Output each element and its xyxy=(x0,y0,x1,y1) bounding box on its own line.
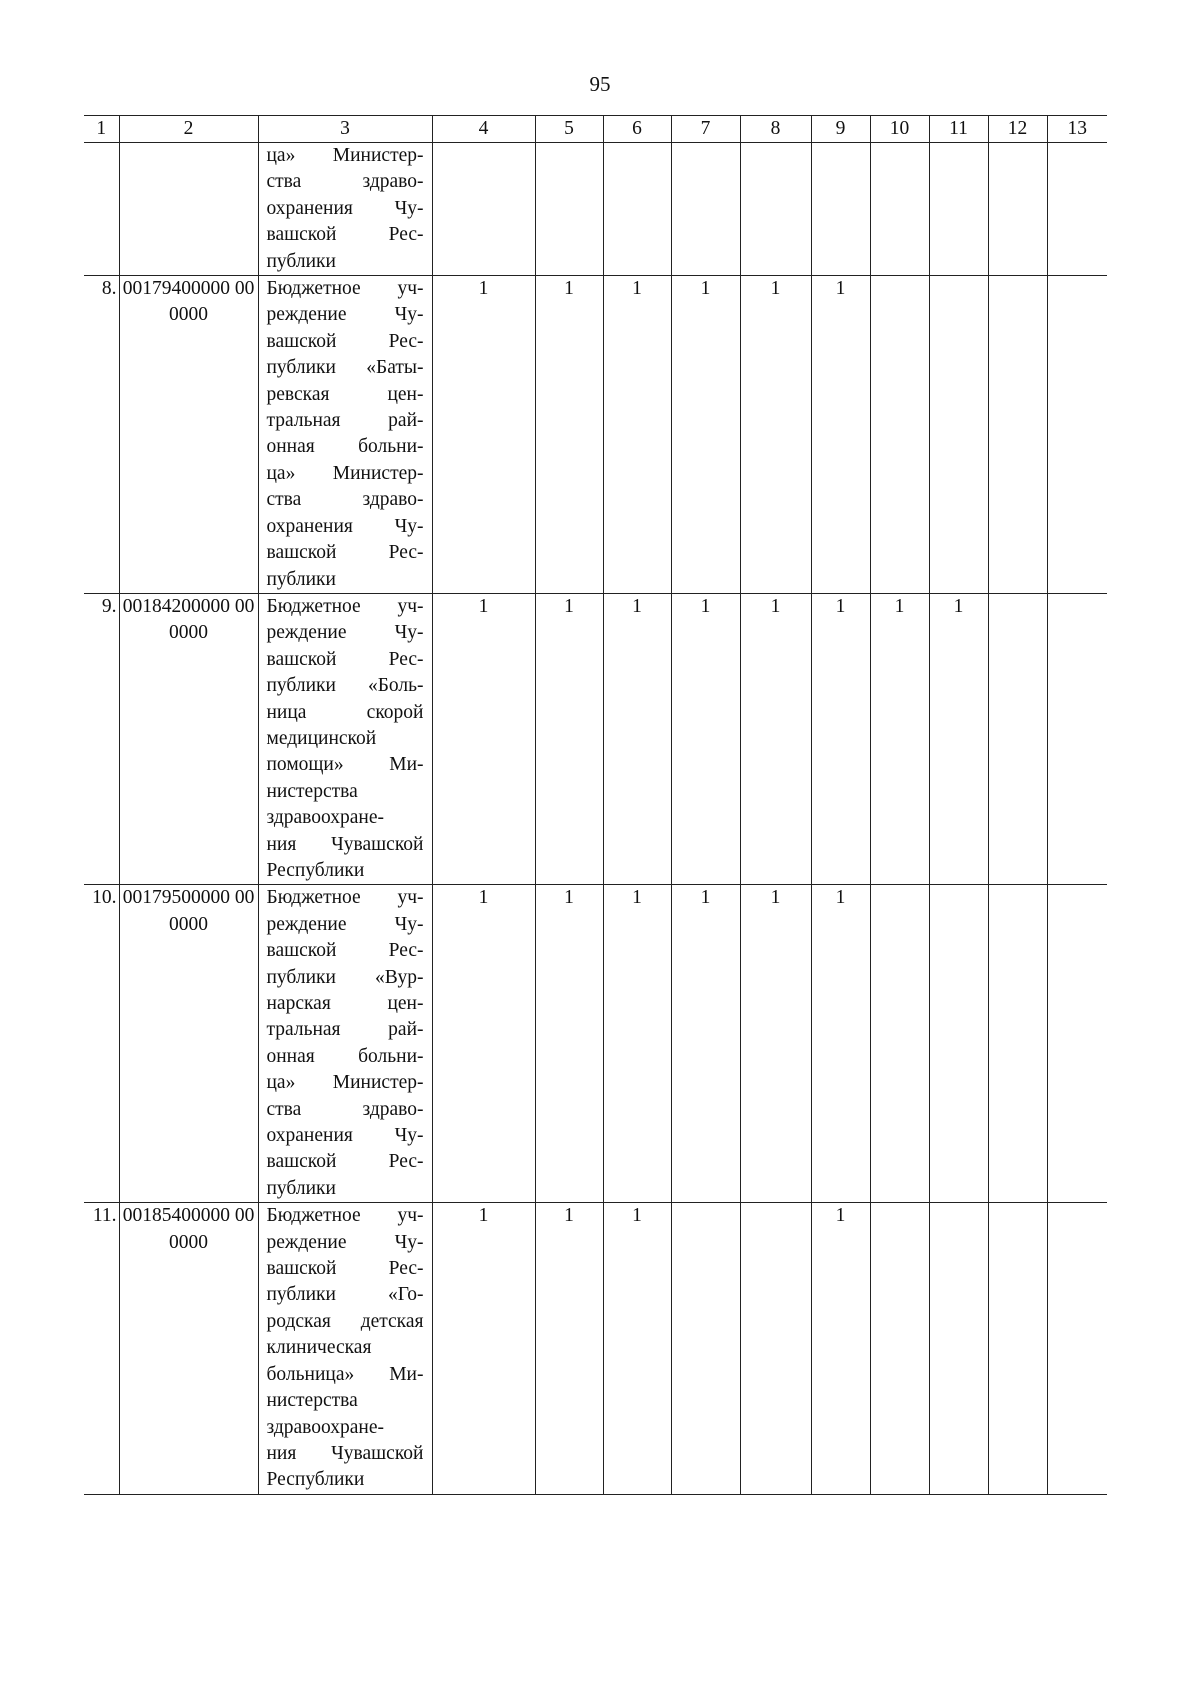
value-cell-col-4: 1 xyxy=(432,885,535,1203)
institution-name-line: онная больни- xyxy=(266,1045,424,1067)
column-header: 2 xyxy=(119,116,258,143)
institution-name-line: ния Чувашской xyxy=(266,833,424,855)
value-cell-col-5: 1 xyxy=(535,276,603,594)
institution-name xyxy=(258,885,432,1203)
institution-name-line: реждение Чу- xyxy=(266,913,424,935)
institution-name-line: охранения Чу- xyxy=(266,515,424,537)
value-cell-col-9: 1 xyxy=(811,276,870,594)
value-cell-col-12 xyxy=(988,276,1047,594)
value-cell-col-11 xyxy=(929,276,988,594)
institution-name-line: ревская цен- xyxy=(266,383,424,405)
institution-name-line: реждение Чу- xyxy=(266,304,424,326)
institution-name-line: ца» Министер- xyxy=(266,145,424,166)
institution-name-line: ница скорой xyxy=(266,701,424,723)
value-cell-col-7: 1 xyxy=(671,593,740,884)
institution-name-line: онная больни- xyxy=(266,436,424,458)
institution-name-line: ния Чувашской xyxy=(266,1442,424,1464)
institution-name-line: вашской Рес- xyxy=(266,224,424,246)
institution-name-line: нистерства xyxy=(266,1390,358,1412)
value-cell-col-8 xyxy=(740,143,811,276)
value-cell-col-9: 1 xyxy=(811,885,870,1203)
institution-name-line: вашской Рес- xyxy=(266,330,424,352)
institution-name-line: публики «Вур- xyxy=(266,966,424,988)
value-cell-col-9: 1 xyxy=(811,1203,870,1494)
institution-name-line: вашской Рес- xyxy=(266,542,424,564)
column-header: 3 xyxy=(258,116,432,143)
value-cell-col-6: 1 xyxy=(603,276,671,594)
institution-name-line: нарская цен- xyxy=(266,993,424,1014)
value-cell-col-7 xyxy=(671,143,740,276)
value-cell-col-4 xyxy=(432,143,535,276)
institution-name-line: вашской Рес- xyxy=(266,940,424,962)
value-cell-col-6: 1 xyxy=(603,1203,671,1494)
column-header: 13 xyxy=(1047,116,1107,143)
value-cell-col-6 xyxy=(603,143,671,276)
table-row xyxy=(84,885,1107,1203)
value-cell-col-10 xyxy=(870,885,929,1203)
column-header: 11 xyxy=(929,116,988,143)
column-header: 12 xyxy=(988,116,1047,143)
table-row xyxy=(84,143,1107,276)
institution-name-line: публики xyxy=(266,250,336,272)
institution-name-line: ца» Министер- xyxy=(266,462,424,484)
institution-name-line: тральная рай- xyxy=(266,1019,424,1041)
institution-name xyxy=(258,593,432,884)
value-cell-col-10 xyxy=(870,276,929,594)
value-cell-col-11 xyxy=(929,885,988,1203)
page-number: 95 xyxy=(589,72,611,96)
value-cell-col-6: 1 xyxy=(603,593,671,884)
institution-name-line: родская детская xyxy=(266,1310,424,1332)
institution-code xyxy=(119,143,258,276)
institution-name-line: публики «Баты- xyxy=(266,357,424,379)
row-number: 11. xyxy=(84,1203,119,1494)
column-header: 4 xyxy=(432,116,535,143)
row-number: 9. xyxy=(84,593,119,884)
value-cell-col-4: 1 xyxy=(432,1203,535,1494)
value-cell-col-10: 1 xyxy=(870,593,929,884)
value-cell-col-11 xyxy=(929,1203,988,1494)
institution-name-line: реждение Чу- xyxy=(266,1231,424,1253)
column-header: 7 xyxy=(671,116,740,143)
value-cell-col-8: 1 xyxy=(740,885,811,1203)
value-cell-col-13 xyxy=(1047,885,1107,1203)
value-cell-col-13 xyxy=(1047,1203,1107,1494)
table-row xyxy=(84,276,1107,594)
value-cell-col-11 xyxy=(929,143,988,276)
value-cell-col-7: 1 xyxy=(671,276,740,594)
column-header: 10 xyxy=(870,116,929,143)
value-cell-col-7 xyxy=(671,1203,740,1494)
institution-name-line: Республики xyxy=(266,859,365,881)
row-number xyxy=(84,143,119,276)
value-cell-col-8: 1 xyxy=(740,593,811,884)
institution-name-line: ства здраво- xyxy=(266,489,424,511)
institution-code: 00179500000 000000 xyxy=(119,885,258,1203)
value-cell-col-7: 1 xyxy=(671,885,740,1203)
table-row xyxy=(84,593,1107,884)
row-number: 8. xyxy=(84,276,119,594)
value-cell-col-11: 1 xyxy=(929,593,988,884)
institution-name-line: нистерства xyxy=(266,780,358,802)
value-cell-col-13 xyxy=(1047,276,1107,594)
institution-name-line: здравоохране- xyxy=(266,1416,385,1438)
institution-name-line: Республики xyxy=(266,1469,365,1491)
value-cell-col-13 xyxy=(1047,593,1107,884)
institution-name-line: публики «Боль- xyxy=(266,675,424,697)
value-cell-col-5: 1 xyxy=(535,1203,603,1494)
value-cell-col-5 xyxy=(535,143,603,276)
value-cell-col-5: 1 xyxy=(535,885,603,1203)
institution-name-line: охранения Чу- xyxy=(266,1125,424,1147)
institution-name-line: больница» Ми- xyxy=(266,1363,424,1385)
value-cell-col-13 xyxy=(1047,143,1107,276)
institution-name-line: клиническая xyxy=(266,1337,372,1359)
column-number-header-row xyxy=(84,116,1107,143)
institution-name-line: вашской Рес- xyxy=(266,648,424,670)
value-cell-col-8: 1 xyxy=(740,276,811,594)
institution-name xyxy=(258,1203,432,1494)
institution-code: 00185400000 000000 xyxy=(119,1203,258,1494)
value-cell-col-4: 1 xyxy=(432,593,535,884)
value-cell-col-6: 1 xyxy=(603,885,671,1203)
institution-name-line: публики xyxy=(266,1177,336,1199)
column-header: 1 xyxy=(84,116,119,143)
institution-name-line: публики «Го- xyxy=(266,1284,424,1306)
value-cell-col-9 xyxy=(811,143,870,276)
institution-name-line: реждение Чу- xyxy=(266,622,424,644)
value-cell-col-10 xyxy=(870,1203,929,1494)
value-cell-col-4: 1 xyxy=(432,276,535,594)
institution-name-line: публики xyxy=(266,568,336,590)
value-cell-col-8 xyxy=(740,1203,811,1494)
value-cell-col-12 xyxy=(988,143,1047,276)
register-table xyxy=(84,115,1107,1495)
institution-name-line: Бюджетное уч- xyxy=(266,595,424,617)
column-header: 6 xyxy=(603,116,671,143)
column-header: 8 xyxy=(740,116,811,143)
institution-name xyxy=(258,276,432,594)
institution-name xyxy=(258,143,432,276)
institution-name-line: охранения Чу- xyxy=(266,197,424,219)
value-cell-col-5: 1 xyxy=(535,593,603,884)
column-header: 5 xyxy=(535,116,603,143)
institution-name-line: ства здраво- xyxy=(266,171,424,193)
value-cell-col-12 xyxy=(988,1203,1047,1494)
value-cell-col-12 xyxy=(988,593,1047,884)
institution-name-line: Бюджетное уч- xyxy=(266,278,424,300)
value-cell-col-9: 1 xyxy=(811,593,870,884)
column-header: 9 xyxy=(811,116,870,143)
institution-name-line: Бюджетное уч- xyxy=(266,1205,424,1227)
institution-name-line: вашской Рес- xyxy=(266,1151,424,1173)
institution-name-line: ца» Министер- xyxy=(266,1072,424,1094)
table-row xyxy=(84,1203,1107,1494)
institution-code: 00179400000 000000 xyxy=(119,276,258,594)
institution-name-line: тральная рай- xyxy=(266,410,424,432)
row-number: 10. xyxy=(84,885,119,1203)
institution-name-line: ства здраво- xyxy=(266,1098,424,1120)
institution-name-line: Бюджетное уч- xyxy=(266,887,424,909)
institution-code: 00184200000 000000 xyxy=(119,593,258,884)
institution-name-line: вашской Рес- xyxy=(266,1258,424,1280)
value-cell-col-12 xyxy=(988,885,1047,1203)
institution-name-line: здравоохране- xyxy=(266,807,385,829)
value-cell-col-10 xyxy=(870,143,929,276)
institution-name-line: помощи» Ми- xyxy=(266,754,424,776)
institution-name-line: медицинской xyxy=(266,727,377,749)
